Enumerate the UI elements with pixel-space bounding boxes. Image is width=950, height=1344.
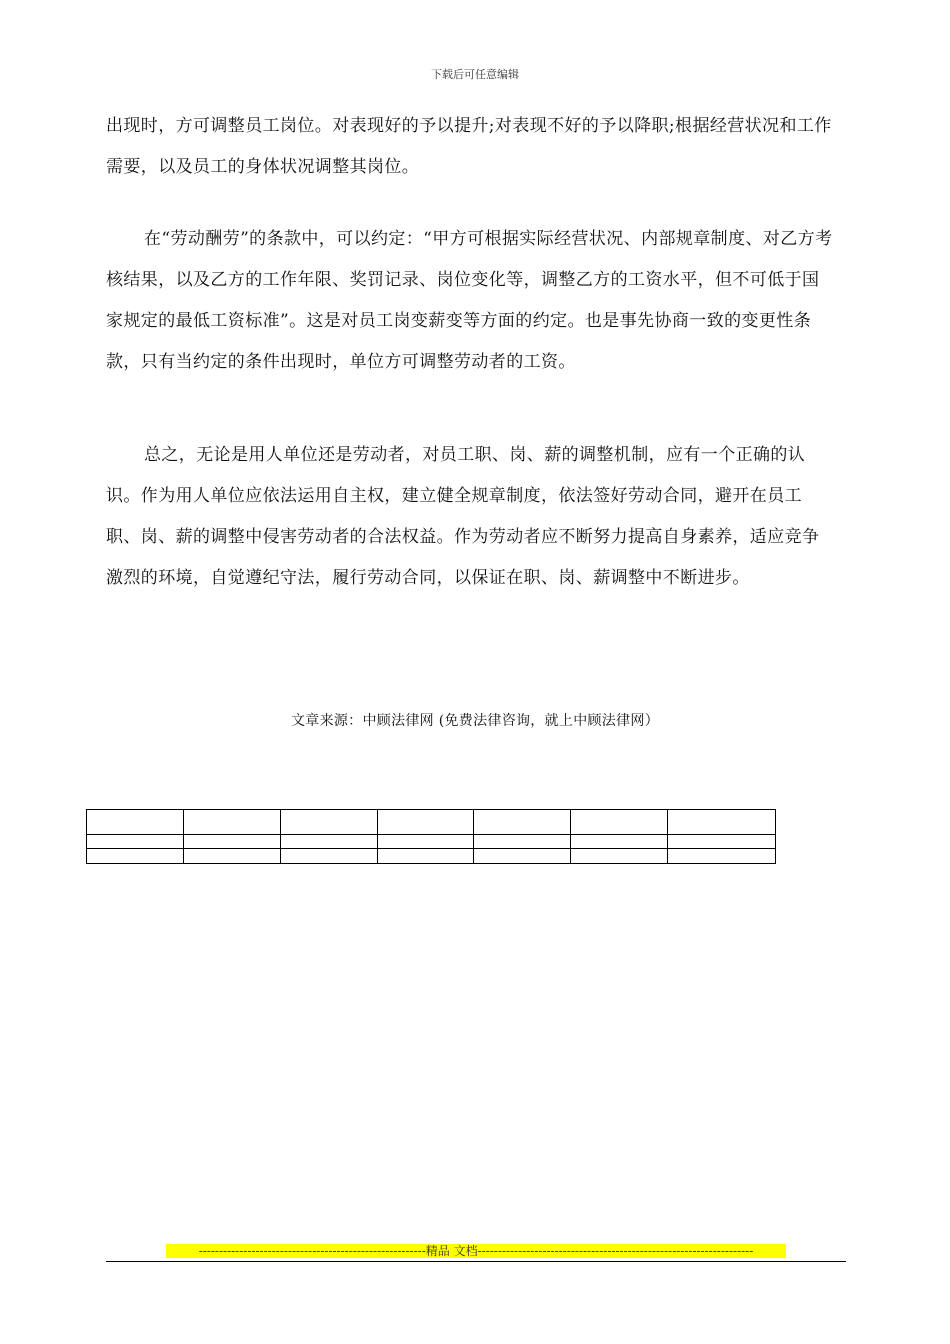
table-cell: [571, 810, 668, 835]
body-paragraph-1: 出现时，方可调整员工岗位。对表现好的予以提升;对表现不好的予以降职;根据经营状况和工作需要，以及员工的身体状况调整其岗位。: [106, 116, 832, 177]
table-cell: [280, 810, 377, 835]
header-note: 下载后可任意编辑: [431, 68, 519, 81]
empty-table: [86, 809, 776, 864]
article-source: 文章来源：中顾法律网 (免费法律咨询，就上中顾法律网）: [290, 713, 659, 729]
table-cell: [571, 849, 668, 864]
body-paragraph-3: 总之，无论是用人单位还是劳动者，对员工职、岗、薪的调整机制，应有一个正确的认识。作为用人单位应依法运用自主权，建立健全规章制度，依法签好劳动合同，避开在员工职、岗、薪的调整中侵害劳动者的合法权益。作为劳动者应不断努力提高自身素养，适应竞争激烈的环境，自觉遵纪守法，履行劳动合同，以保证在职、岗、薪调整中不断进步。: [106, 445, 820, 588]
table-cell: [377, 835, 474, 849]
table-cell: [571, 835, 668, 849]
table-cell: [87, 810, 184, 835]
table-cell: [280, 849, 377, 864]
table-row: [87, 835, 776, 849]
table-cell: [87, 849, 184, 864]
table-cell: [183, 835, 280, 849]
table-cell: [474, 810, 571, 835]
table-cell: [87, 835, 184, 849]
table-cell: [280, 835, 377, 849]
table-cell: [668, 835, 776, 849]
table-cell: [377, 810, 474, 835]
table-cell: [668, 849, 776, 864]
table-cell: [474, 849, 571, 864]
table-cell: [377, 849, 474, 864]
footer-divider: [106, 1261, 846, 1262]
table-cell: [183, 810, 280, 835]
table-cell: [474, 835, 571, 849]
table-row: [87, 849, 776, 864]
body-paragraph-2: 在“劳动酬劳”的条款中，可以约定：“甲方可根据实际经营状况、内部规章制度、对乙方考核结果，以及乙方的工作年限、奖罚记录、岗位变化等，调整乙方的工资水平，但不可低于国家规定的最低工资标准”。这是对员工岗变薪变等方面的约定。也是事先协商一致的变更性条款，只有当约定的条件出现时，单位方可调整劳动者的工资。: [106, 229, 833, 372]
table-cell: [668, 810, 776, 835]
table-row: [87, 810, 776, 835]
footer-watermark: --------------------------------------------------------精品 文档--------------------------------------------------------------------: [166, 1244, 786, 1258]
table-cell: [183, 849, 280, 864]
